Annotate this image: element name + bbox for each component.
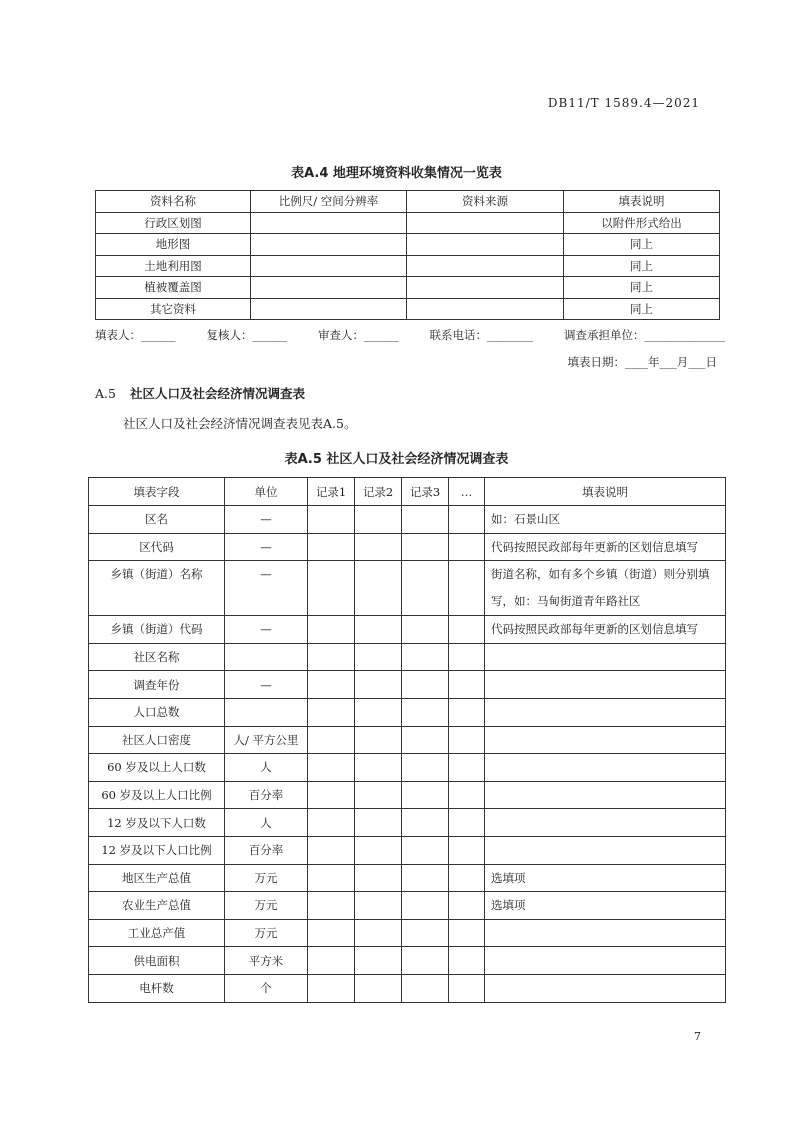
table-cell (402, 781, 449, 809)
table-cell (449, 836, 485, 864)
table-cell: 同上 (564, 255, 720, 277)
table-cell (485, 754, 726, 782)
table-cell (402, 616, 449, 644)
phone-field: 联系电话：________ (429, 328, 533, 342)
table-cell (402, 698, 449, 726)
table-cell (308, 671, 355, 699)
table-cell: — (225, 616, 308, 644)
table-cell: 资料名称 (96, 191, 251, 213)
table-cell (485, 809, 726, 837)
table-row (89, 754, 726, 782)
table-row (96, 255, 720, 277)
table-cell (402, 506, 449, 534)
table-cell: 填表说明 (564, 191, 720, 213)
table-cell (449, 643, 485, 671)
table-cell (449, 561, 485, 616)
table-a5 (88, 477, 726, 1003)
table-cell: 人口总数 (89, 698, 225, 726)
table-cell: 记录1 (308, 478, 355, 506)
table-cell (449, 947, 485, 975)
table-cell (355, 809, 402, 837)
table-cell: 植被覆盖图 (96, 277, 251, 299)
table-cell: 人 (225, 754, 308, 782)
table-cell (355, 919, 402, 947)
table-cell: 地区生产总值 (89, 864, 225, 892)
table-cell (485, 671, 726, 699)
table-row (89, 616, 726, 644)
table-cell (308, 809, 355, 837)
table-cell (485, 919, 726, 947)
table-cell (251, 255, 407, 277)
section-title: 社区人口及社会经济情况调查表 (129, 386, 305, 401)
table-cell (449, 781, 485, 809)
table-row (89, 726, 726, 754)
table-cell (402, 754, 449, 782)
table-row (89, 533, 726, 561)
table-cell (402, 726, 449, 754)
table-cell (355, 643, 402, 671)
signature-line (95, 327, 725, 343)
table-cell (308, 506, 355, 534)
table-row (96, 212, 720, 234)
section-text: 社区人口及社会经济情况调查表见表A.5。 (123, 416, 357, 431)
table-cell: 乡镇（街道）名称 (89, 561, 225, 616)
table-cell: 选填项 (485, 864, 726, 892)
table-cell: 同上 (564, 277, 720, 299)
table-cell (402, 671, 449, 699)
table-cell: 万元 (225, 919, 308, 947)
table-cell: … (449, 478, 485, 506)
table-row (89, 781, 726, 809)
table-cell (402, 809, 449, 837)
table-header-row (96, 191, 720, 213)
section-number: A.5 (95, 386, 116, 401)
table-cell (402, 974, 449, 1002)
table-cell (308, 864, 355, 892)
table-cell (355, 561, 402, 616)
table-cell (308, 533, 355, 561)
date-field: 填表日期：____年___月___日 (567, 355, 717, 369)
table-cell (355, 754, 402, 782)
table-row (89, 974, 726, 1002)
table-cell: 资料来源 (407, 191, 564, 213)
table-cell (402, 947, 449, 975)
table-cell (308, 836, 355, 864)
reviewer-field: 复核人：______ (206, 328, 287, 342)
table-cell (407, 277, 564, 299)
table-row (96, 234, 720, 256)
table-cell (449, 506, 485, 534)
table-cell (355, 506, 402, 534)
document-id: DB11/T 1589.4—2021 (547, 96, 700, 110)
table-a5-caption: 表A.5 社区人口及社会经济情况调查表 (284, 452, 509, 467)
table-cell (402, 892, 449, 920)
table-cell: 同上 (564, 298, 720, 320)
table-cell: 个 (225, 974, 308, 1002)
table-a4 (95, 190, 720, 320)
table-cell: 同上 (564, 234, 720, 256)
table-cell: 土地利用图 (96, 255, 251, 277)
table-cell: 区名 (89, 506, 225, 534)
auditor-field: 审查人：______ (318, 328, 399, 342)
table-cell: 其它资料 (96, 298, 251, 320)
table-cell: 百分率 (225, 781, 308, 809)
table-cell: 12 岁及以下人口数 (89, 809, 225, 837)
table-cell: 行政区划图 (96, 212, 251, 234)
table-cell (355, 974, 402, 1002)
table-cell: 工业总产值 (89, 919, 225, 947)
table-cell: 平方米 (225, 947, 308, 975)
table-cell (449, 754, 485, 782)
table-cell: 60 岁及以上人口比例 (89, 781, 225, 809)
table-cell: 60 岁及以上人口数 (89, 754, 225, 782)
table-cell (485, 698, 726, 726)
table-cell: 比例尺/ 空间分辨率 (251, 191, 407, 213)
table-cell: 记录3 (402, 478, 449, 506)
table-cell: 社区名称 (89, 643, 225, 671)
table-cell (308, 781, 355, 809)
table-cell (308, 643, 355, 671)
table-cell (449, 671, 485, 699)
table-row (89, 892, 726, 920)
table-cell (251, 234, 407, 256)
table-row (96, 298, 720, 320)
table-cell (449, 726, 485, 754)
table-cell (449, 809, 485, 837)
table-cell (449, 698, 485, 726)
table-cell (355, 698, 402, 726)
table-cell: 12 岁及以下人口比例 (89, 836, 225, 864)
table-cell: 百分率 (225, 836, 308, 864)
table-cell: 单位 (225, 478, 308, 506)
table-cell (449, 892, 485, 920)
table-cell (485, 947, 726, 975)
table-cell: 人/ 平方公里 (225, 726, 308, 754)
table-cell (355, 864, 402, 892)
table-row (89, 698, 726, 726)
table-cell: 填表说明 (485, 478, 726, 506)
table-cell: 代码按照民政部每年更新的区划信息填写 (485, 533, 726, 561)
table-cell (402, 919, 449, 947)
table-header-row (89, 478, 726, 506)
table-row (89, 947, 726, 975)
table-cell (485, 726, 726, 754)
table-row (89, 643, 726, 671)
table-cell (225, 643, 308, 671)
table-cell (355, 671, 402, 699)
table-cell (355, 726, 402, 754)
table-cell (355, 892, 402, 920)
table-row (96, 277, 720, 299)
table-cell (308, 892, 355, 920)
table-cell (485, 974, 726, 1002)
table-cell (449, 974, 485, 1002)
table-cell (449, 533, 485, 561)
table-cell (251, 277, 407, 299)
table-cell: 选填项 (485, 892, 726, 920)
table-row (89, 864, 726, 892)
table-cell: 以附件形式给出 (564, 212, 720, 234)
table-cell (485, 836, 726, 864)
table-row (89, 809, 726, 837)
table-cell (402, 533, 449, 561)
table-cell: 区代码 (89, 533, 225, 561)
table-cell (407, 212, 564, 234)
table-cell: — (225, 506, 308, 534)
table-cell (308, 947, 355, 975)
table-cell: 如：石景山区 (485, 506, 726, 534)
table-cell: 万元 (225, 892, 308, 920)
table-cell (402, 561, 449, 616)
filler-field: 填表人：______ (95, 328, 176, 342)
table-cell: 电杆数 (89, 974, 225, 1002)
table-cell (308, 919, 355, 947)
table-cell: — (225, 533, 308, 561)
table-cell (402, 643, 449, 671)
table-cell (355, 781, 402, 809)
table-cell (251, 298, 407, 320)
table-cell (485, 781, 726, 809)
table-row (89, 919, 726, 947)
table-cell: 代码按照民政部每年更新的区划信息填写 (485, 616, 726, 644)
page-number: 7 (694, 1030, 701, 1043)
table-cell: 记录2 (355, 478, 402, 506)
section-heading (95, 384, 305, 402)
table-cell: 人 (225, 809, 308, 837)
table-cell (225, 698, 308, 726)
table-cell: 农业生产总值 (89, 892, 225, 920)
table-row (89, 671, 726, 699)
unit-field: 调查承担单位：______________ (564, 328, 725, 342)
table-cell: — (225, 671, 308, 699)
table-cell (449, 616, 485, 644)
table-cell: 调查年份 (89, 671, 225, 699)
table-cell (308, 974, 355, 1002)
table-cell: 填表字段 (89, 478, 225, 506)
table-cell (251, 212, 407, 234)
table-row (89, 836, 726, 864)
table-cell: — (225, 561, 308, 616)
table-cell (355, 836, 402, 864)
table-cell (407, 255, 564, 277)
table-cell (308, 616, 355, 644)
table-cell: 社区人口密度 (89, 726, 225, 754)
table-cell (449, 919, 485, 947)
table-cell (308, 698, 355, 726)
table-cell: 供电面积 (89, 947, 225, 975)
table-cell (355, 616, 402, 644)
table-row (89, 506, 726, 534)
table-cell (449, 864, 485, 892)
table-cell: 地形图 (96, 234, 251, 256)
table-cell (308, 726, 355, 754)
table-cell (308, 561, 355, 616)
table-cell: 街道名称，如有多个乡镇（街道）则分别填写，如：马甸街道青年路社区 (485, 561, 726, 616)
table-row (89, 561, 726, 616)
table-cell (355, 947, 402, 975)
table-cell (402, 864, 449, 892)
table-cell (407, 234, 564, 256)
table-cell (402, 836, 449, 864)
table-cell: 乡镇（街道）代码 (89, 616, 225, 644)
table-a4-caption: 表A.4 地理环境资料收集情况一览表 (291, 166, 502, 181)
table-cell: 万元 (225, 864, 308, 892)
table-cell (407, 298, 564, 320)
table-cell (355, 533, 402, 561)
table-cell (485, 643, 726, 671)
table-cell (308, 754, 355, 782)
